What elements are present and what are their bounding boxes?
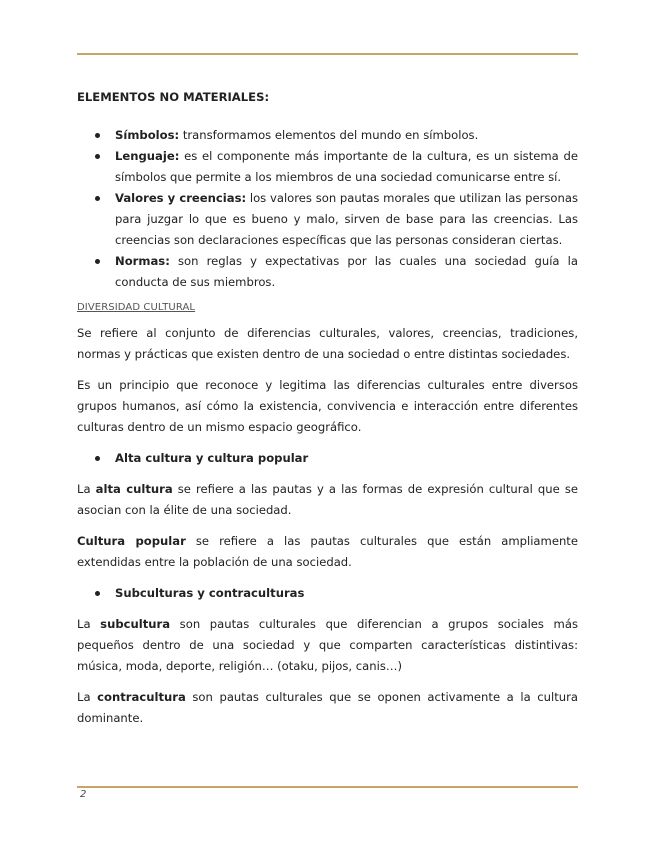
bold-term: alta cultura [95, 482, 173, 496]
text-fragment: son pautas culturales que se oponen activamente a la cultura dominante. [77, 690, 579, 725]
alta-cultura-paragraph [77, 479, 578, 521]
term: Normas: [115, 254, 170, 268]
text-fragment: La [77, 690, 98, 704]
term: Símbolos: [115, 128, 180, 142]
list-item [77, 125, 578, 146]
list-item [77, 251, 578, 293]
diversity-paragraph-1: Se refiere al conjunto de diferencias culturales, valores, creencias, tradiciones, normas y prácticas que existen dentro de una sociedad o entre distintas sociedades. [77, 326, 578, 361]
text-fragment: son pautas culturales que diferencian a grupos sociales más pequeños dentro de una sociedad y que comparten características distintivas: música, moda, deporte, religión… (otaku, pijos, canis…) [77, 617, 579, 673]
definition: transformamos elementos del mundo en símbolos. [179, 128, 479, 142]
page-content [77, 87, 578, 739]
definition: los valores son pautas morales que utilizan las personas para juzgar lo que es bueno y malo, sirven de base para las creencias. Las creencias son declaraciones específicas que las personas consideran ciertas. [115, 191, 578, 247]
bullet-icon [95, 591, 100, 596]
definition: es el componente más importante de la cultura, es un sistema de símbolos que permite a los miembros de una sociedad comunicarse entre sí. [115, 149, 578, 184]
bullet-icon [95, 456, 100, 461]
term: Lenguaje: [115, 149, 180, 163]
text-fragment: La [77, 617, 101, 631]
section-title: DIVERSIDAD CULTURAL [77, 302, 196, 313]
subheading-subculturas [77, 583, 578, 604]
subheading-label: Subculturas y contraculturas [115, 586, 305, 600]
footer-rule [77, 786, 578, 788]
bullet-icon [95, 154, 100, 159]
list-item [77, 188, 578, 251]
cultura-popular-paragraph [77, 531, 578, 573]
subcultura-paragraph [77, 614, 578, 677]
bold-term: contracultura [97, 690, 186, 704]
text-fragment: se refiere a las pautas y a las formas de expresión cultural que se asocian con la élite de una sociedad. [77, 482, 579, 517]
subheading-label: Alta cultura y cultura popular [115, 451, 309, 465]
term: Valores y creencias: [115, 191, 247, 205]
header-rule [77, 53, 578, 55]
section-heading: ELEMENTOS NO MATERIALES: [77, 90, 270, 104]
bold-term: subcultura [100, 617, 171, 631]
elements-list [77, 125, 578, 293]
bullet-icon [95, 259, 100, 264]
text-fragment: se refiere a las pautas culturales que están ampliamente extendidas entre la población de una sociedad. [77, 534, 578, 569]
definition: son reglas y expectativas por las cuales una sociedad guía la conducta de sus miembros. [115, 254, 578, 289]
subheading-alta-cultura [77, 448, 578, 469]
diversity-paragraph-2: Es un principio que reconoce y legitima las diferencias culturales entre diversos grupos humanos, así cómo la existencia, convivencia e interacción entre diferentes culturas dentro de un mismo espacio geográfico. [77, 378, 578, 434]
bullet-icon [95, 133, 100, 138]
text-fragment: La [77, 482, 96, 496]
bullet-icon [95, 196, 100, 201]
page-number: 2 [80, 789, 87, 800]
contracultura-paragraph [77, 687, 578, 729]
list-item [77, 146, 578, 188]
bold-term: Cultura popular [77, 534, 186, 548]
